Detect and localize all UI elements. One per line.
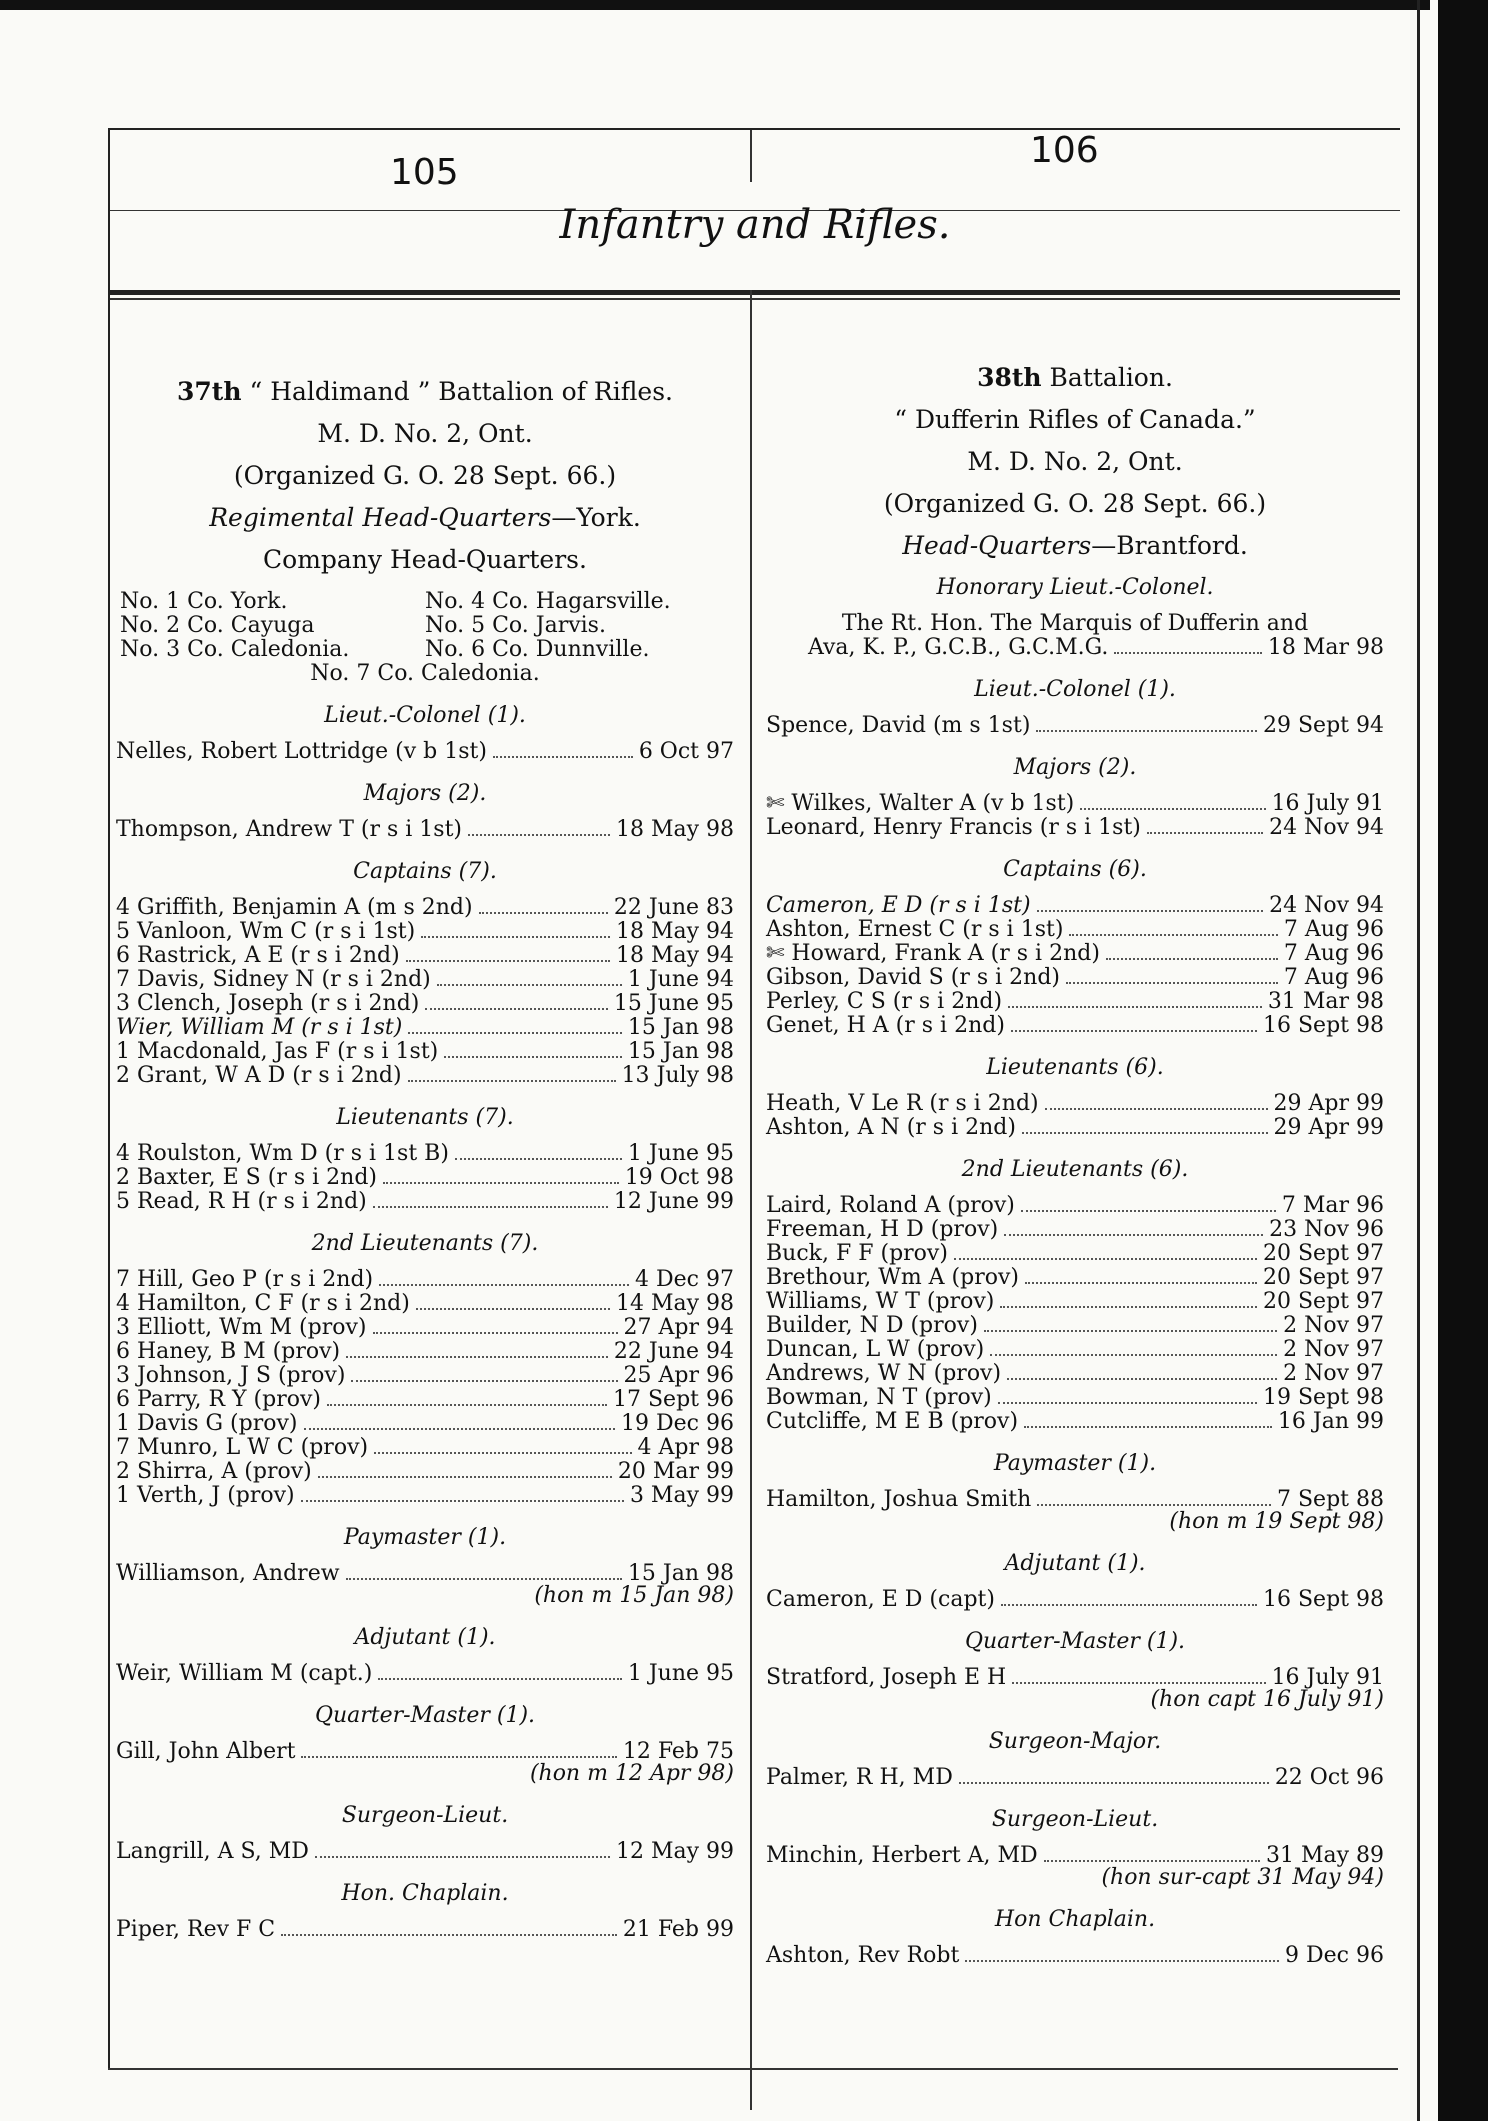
entry-date: 31 May 89 bbox=[1265, 1843, 1384, 1868]
hq-place: —York. bbox=[551, 503, 641, 532]
entry-note: (hon capt 16 July 91) bbox=[1150, 1687, 1384, 1712]
company-list bbox=[110, 590, 740, 662]
roster-entry bbox=[110, 1364, 740, 1388]
entry-date: 7 Aug 96 bbox=[1283, 941, 1384, 966]
roster-entry bbox=[110, 1412, 740, 1436]
leader-dots bbox=[408, 1032, 622, 1034]
roster-entry bbox=[110, 1190, 740, 1214]
roster-entry bbox=[110, 1436, 740, 1460]
leader-dots bbox=[281, 1934, 617, 1936]
roster-entry bbox=[110, 896, 740, 920]
entry-note: (hon m 12 Apr 98) bbox=[529, 1761, 734, 1786]
entry-date: 2 Nov 97 bbox=[1283, 1361, 1384, 1386]
unit-name: “ Haldimand ” Battalion of Rifles. bbox=[249, 377, 673, 406]
entry-date: 7 Mar 96 bbox=[1281, 1193, 1384, 1218]
roster-entry bbox=[110, 1016, 740, 1040]
leader-dots bbox=[959, 1782, 1269, 1784]
section-title: Infantry and Rifles. bbox=[559, 202, 951, 248]
entry-date: 19 Dec 96 bbox=[621, 1411, 734, 1436]
page-number-left: 105 bbox=[390, 152, 459, 193]
leader-dots bbox=[378, 1678, 622, 1680]
entry-name: Brethour, Wm A (prov) bbox=[766, 1265, 1019, 1290]
roster-entry bbox=[110, 1064, 740, 1088]
leader-dots bbox=[421, 936, 610, 938]
section-heading: Majors (2). bbox=[363, 781, 487, 806]
roster-entry bbox=[110, 992, 740, 1016]
entry-name: Ashton, Rev Robt bbox=[766, 1943, 960, 1968]
entry-date: 25 Apr 96 bbox=[623, 1363, 734, 1388]
binding-shadow bbox=[1438, 0, 1488, 2121]
section-heading: Adjutant (1). bbox=[354, 1625, 496, 1650]
entry-date: 2 Nov 97 bbox=[1283, 1337, 1384, 1362]
roster-entry bbox=[110, 1340, 740, 1364]
leader-dots bbox=[437, 984, 622, 986]
organized: (Organized G. O. 28 Sept. 66.) bbox=[883, 489, 1267, 518]
roster-entry bbox=[110, 1292, 740, 1316]
entry-name: Williams, W T (prov) bbox=[766, 1289, 995, 1314]
entry-name: 1 Davis G (prov) bbox=[116, 1411, 298, 1436]
entry-name: 7 Hill, Geo P (r s i 2nd) bbox=[116, 1267, 374, 1292]
page-number-row bbox=[110, 130, 1400, 211]
leader-dots bbox=[1044, 1860, 1260, 1862]
roster-entry bbox=[110, 1840, 740, 1864]
unit-label: Battalion. bbox=[1049, 363, 1173, 392]
leader-dots bbox=[318, 1476, 612, 1478]
leader-dots bbox=[346, 1356, 608, 1358]
entry-name: Genet, H A (r s i 2nd) bbox=[766, 1013, 1005, 1038]
unit-number: 37th bbox=[177, 377, 242, 406]
entry-date: 16 July 91 bbox=[1271, 1665, 1384, 1690]
roster-entry bbox=[110, 1918, 740, 1942]
leader-dots bbox=[1008, 1006, 1262, 1008]
leader-dots bbox=[1011, 1030, 1257, 1032]
entry-name: Gill, John Albert bbox=[116, 1739, 296, 1764]
company-hq-heading: Company Head-Quarters. bbox=[263, 545, 587, 574]
company-col-2 bbox=[425, 590, 730, 662]
entry-name: 4 Griffith, Benjamin A (m s 2nd) bbox=[116, 895, 473, 920]
leader-dots bbox=[379, 1284, 629, 1286]
entry-name: Thompson, Andrew T (r s i 1st) bbox=[116, 817, 463, 842]
entry-name: 4 Hamilton, C F (r s i 2nd) bbox=[116, 1291, 410, 1316]
section-heading: Captains (6). bbox=[1003, 857, 1147, 882]
entry-name: Minchin, Herbert A, MD bbox=[766, 1843, 1038, 1868]
roster-entry bbox=[760, 1218, 1390, 1242]
company-item: No. 7 Co. Caledonia. bbox=[310, 661, 540, 686]
section-heading: Hon Chaplain. bbox=[994, 1907, 1156, 1932]
entry-date: 29 Sept 94 bbox=[1263, 713, 1384, 738]
district: M. D. No. 2, Ont. bbox=[967, 447, 1183, 476]
unit-heading-left bbox=[110, 377, 740, 406]
leader-dots bbox=[1036, 730, 1257, 732]
leader-dots bbox=[1069, 934, 1277, 936]
leader-dots bbox=[1022, 1132, 1268, 1134]
roster-entry bbox=[760, 1410, 1390, 1434]
roster-entry bbox=[760, 1314, 1390, 1338]
entry-note: (hon m 19 Sept 98) bbox=[1169, 1509, 1384, 1534]
roster-entry bbox=[760, 990, 1390, 1014]
leader-dots bbox=[1045, 1108, 1268, 1110]
entry-date: 9 Dec 96 bbox=[1285, 1943, 1384, 1968]
section-heading: Surgeon-Lieut. bbox=[341, 1803, 509, 1828]
roster-entry bbox=[760, 816, 1390, 840]
entry-date: 4 Dec 97 bbox=[635, 1267, 734, 1292]
leader-dots bbox=[327, 1404, 607, 1406]
entry-date: 22 June 83 bbox=[613, 895, 734, 920]
entry-date: 20 Sept 97 bbox=[1263, 1241, 1384, 1266]
entry-date: 16 Sept 98 bbox=[1263, 1587, 1384, 1612]
entry-name: Ashton, A N (r s i 2nd) bbox=[766, 1115, 1016, 1140]
leader-dots bbox=[346, 1578, 622, 1580]
entry-name: Nelles, Robert Lottridge (v b 1st) bbox=[116, 739, 487, 764]
roster-entry bbox=[110, 1460, 740, 1484]
entry-date: 27 Apr 94 bbox=[623, 1315, 734, 1340]
entry-date: 4 Apr 98 bbox=[637, 1435, 734, 1460]
leader-dots bbox=[416, 1308, 610, 1310]
entry-name: Buck, F F (prov) bbox=[766, 1241, 948, 1266]
entry-date: 3 May 99 bbox=[629, 1483, 734, 1508]
entry-name: Gibson, David S (r s i 2nd) bbox=[766, 965, 1060, 990]
entry-name: Builder, N D (prov) bbox=[766, 1313, 978, 1338]
entry-name: Bowman, N T (prov) bbox=[766, 1385, 992, 1410]
leader-dots bbox=[493, 756, 633, 758]
leader-dots bbox=[1114, 652, 1261, 654]
entry-date: 16 Jan 99 bbox=[1277, 1409, 1384, 1434]
entry-name: Hamilton, Joshua Smith bbox=[766, 1487, 1032, 1512]
roster-entry bbox=[760, 942, 1390, 966]
entry-name: Piper, Rev F C bbox=[116, 1917, 276, 1942]
entry-name: Cutcliffe, M E B (prov) bbox=[766, 1409, 1019, 1434]
entry-name: 7 Munro, L W C (prov) bbox=[116, 1435, 369, 1460]
company-item: No. 4 Co. Hagarsville. bbox=[425, 589, 671, 614]
leader-dots bbox=[455, 1158, 622, 1160]
section-heading: Adjutant (1). bbox=[1004, 1551, 1146, 1576]
roster-entry bbox=[760, 894, 1390, 918]
leader-dots bbox=[1007, 1378, 1277, 1380]
entry-date: 23 Nov 96 bbox=[1269, 1217, 1384, 1242]
leader-dots bbox=[373, 1206, 608, 1208]
entry-name: ✄ Howard, Frank A (r s i 2nd) bbox=[766, 941, 1100, 966]
leader-dots bbox=[425, 1008, 607, 1010]
leader-dots bbox=[383, 1182, 619, 1184]
bottom-rule bbox=[108, 2068, 1398, 2070]
page-frame bbox=[108, 128, 1400, 2070]
entry-name: Ava, K. P., G.C.B., G.C.M.G. bbox=[808, 635, 1109, 660]
leader-dots bbox=[1012, 1682, 1265, 1684]
roster-entry bbox=[760, 714, 1390, 738]
section-heading: Quarter-Master (1). bbox=[314, 1703, 536, 1728]
hq bbox=[760, 531, 1390, 560]
leader-dots bbox=[1001, 1604, 1257, 1606]
entry-date: 22 June 94 bbox=[613, 1339, 734, 1364]
roster-entry bbox=[760, 1266, 1390, 1290]
left-column bbox=[110, 320, 740, 1942]
page-number-right: 106 bbox=[1030, 130, 1099, 171]
entry-name: 3 Elliott, Wm M (prov) bbox=[116, 1315, 367, 1340]
entry-note: (hon sur-capt 31 May 94) bbox=[1101, 1865, 1384, 1890]
leader-dots bbox=[1000, 1306, 1257, 1308]
entry-date: 22 Oct 96 bbox=[1274, 1765, 1384, 1790]
leader-dots bbox=[479, 912, 608, 914]
entry-name: Laird, Roland A (prov) bbox=[766, 1193, 1015, 1218]
leader-dots bbox=[1106, 958, 1278, 960]
leader-dots bbox=[351, 1380, 617, 1382]
entry-name: Leonard, Henry Francis (r s i 1st) bbox=[766, 815, 1141, 840]
roster-entry bbox=[110, 1484, 740, 1508]
entry-name: Duncan, L W (prov) bbox=[766, 1337, 985, 1362]
entry-name: Cameron, E D (r s i 1st) bbox=[766, 893, 1031, 918]
entry-date: 1 June 95 bbox=[627, 1141, 734, 1166]
roster-entry bbox=[760, 1116, 1390, 1140]
entry-name: 1 Verth, J (prov) bbox=[116, 1483, 295, 1508]
roster-entry bbox=[110, 1040, 740, 1064]
roster-entry bbox=[760, 918, 1390, 942]
section-heading: 2nd Lieutenants (6). bbox=[961, 1157, 1189, 1182]
company-item: No. 6 Co. Dunnville. bbox=[425, 637, 650, 662]
roster-entry bbox=[760, 1588, 1390, 1612]
section-heading: Hon. Chaplain. bbox=[341, 1881, 509, 1906]
leader-dots bbox=[468, 834, 610, 836]
leader-dots bbox=[1066, 982, 1278, 984]
leader-dots bbox=[373, 1332, 618, 1334]
page-top-edge bbox=[0, 0, 1430, 10]
roster-entry bbox=[760, 1944, 1390, 1968]
entry-name: Langrill, A S, MD bbox=[116, 1839, 309, 1864]
entry-date: 20 Sept 97 bbox=[1263, 1289, 1384, 1314]
entry-name: Cameron, E D (capt) bbox=[766, 1587, 995, 1612]
leader-dots bbox=[301, 1756, 616, 1758]
roster-entry bbox=[760, 1194, 1390, 1218]
company-item: No. 2 Co. Cayuga bbox=[120, 613, 315, 638]
leader-dots bbox=[1025, 1282, 1257, 1284]
entry-name: ✄ Wilkes, Walter A (v b 1st) bbox=[766, 791, 1075, 816]
roster-entry bbox=[110, 818, 740, 842]
entry-date: 18 Mar 98 bbox=[1267, 635, 1384, 660]
entry-date: 18 May 94 bbox=[615, 943, 734, 968]
section-heading: Surgeon-Lieut. bbox=[991, 1807, 1159, 1832]
roster-entry bbox=[110, 920, 740, 944]
section-heading: Lieut.-Colonel (1). bbox=[974, 677, 1176, 702]
section-heading: Lieut.-Colonel (1). bbox=[324, 703, 526, 728]
leader-dots bbox=[315, 1856, 610, 1858]
entry-name: Palmer, R H, MD bbox=[766, 1765, 953, 1790]
leader-dots bbox=[998, 1402, 1257, 1404]
roster-entry bbox=[760, 1092, 1390, 1116]
title-rule-thick bbox=[110, 290, 1400, 295]
roster-entry bbox=[760, 1386, 1390, 1410]
entry-date: 7 Aug 96 bbox=[1283, 965, 1384, 990]
leader-dots bbox=[990, 1354, 1277, 1356]
entry-note: (hon m 15 Jan 98) bbox=[534, 1583, 734, 1608]
roster-entry bbox=[110, 968, 740, 992]
entry-name: Stratford, Joseph E H bbox=[766, 1665, 1007, 1690]
company-item: No. 3 Co. Caledonia. bbox=[120, 637, 350, 662]
entry-date: 14 May 98 bbox=[615, 1291, 734, 1316]
entry-date: 13 July 98 bbox=[621, 1063, 734, 1088]
entry-date: 1 June 95 bbox=[627, 1661, 734, 1686]
entry-name: 2 Shirra, A (prov) bbox=[116, 1459, 312, 1484]
roster-entry bbox=[760, 1766, 1390, 1790]
roster-entry bbox=[110, 1142, 740, 1166]
entry-date: 18 May 98 bbox=[615, 817, 734, 842]
entry-date: 19 Sept 98 bbox=[1263, 1385, 1384, 1410]
leader-dots bbox=[954, 1258, 1257, 1260]
entry-date: 21 Feb 99 bbox=[622, 1917, 734, 1942]
entry-name: 5 Read, R H (r s i 2nd) bbox=[116, 1189, 367, 1214]
entry-date: 17 Sept 96 bbox=[613, 1387, 734, 1412]
entry-date: 12 Feb 75 bbox=[622, 1739, 734, 1764]
section-heading: Paymaster (1). bbox=[343, 1525, 507, 1550]
company-item: No. 1 Co. York. bbox=[120, 589, 288, 614]
right-column bbox=[760, 320, 1390, 1968]
leader-dots bbox=[1037, 910, 1264, 912]
roster-entry bbox=[110, 740, 740, 764]
entry-date: 24 Nov 94 bbox=[1269, 815, 1384, 840]
roster-entry bbox=[110, 1268, 740, 1292]
roster-entry bbox=[110, 1166, 740, 1190]
roster-entry bbox=[110, 1316, 740, 1340]
leader-dots bbox=[406, 960, 610, 962]
entry-name: 2 Grant, W A D (r s i 2nd) bbox=[116, 1063, 402, 1088]
company-col-1 bbox=[120, 590, 425, 662]
entry-date: 12 June 99 bbox=[613, 1189, 734, 1214]
leader-dots bbox=[1004, 1234, 1263, 1236]
roster-entry bbox=[760, 1290, 1390, 1314]
entry-date: 15 Jan 98 bbox=[627, 1561, 734, 1586]
entry-date: 29 Apr 99 bbox=[1273, 1091, 1384, 1116]
entry-date: 31 Mar 98 bbox=[1267, 989, 1384, 1014]
roster-entry bbox=[760, 792, 1390, 816]
entry-name: Weir, William M (capt.) bbox=[116, 1661, 373, 1686]
roster-entry bbox=[110, 1662, 740, 1686]
leader-dots bbox=[444, 1056, 622, 1058]
title-rule-thin bbox=[110, 298, 1400, 300]
section-heading: Surgeon-Major. bbox=[988, 1729, 1162, 1754]
section-heading: Paymaster (1). bbox=[993, 1451, 1157, 1476]
entry-name: 4 Roulston, Wm D (r s i 1st B) bbox=[116, 1141, 449, 1166]
entry-date: 7 Aug 96 bbox=[1283, 917, 1384, 942]
unit-name: “ Dufferin Rifles of Canada.” bbox=[894, 405, 1256, 434]
leader-dots bbox=[1080, 808, 1265, 810]
leader-dots bbox=[408, 1080, 616, 1082]
entry-date: 18 May 94 bbox=[615, 919, 734, 944]
roster-entry bbox=[110, 1388, 740, 1412]
entry-name: Ashton, Ernest C (r s i 1st) bbox=[766, 917, 1064, 942]
hq-place: —Brantford. bbox=[1091, 531, 1248, 560]
entry-date: 12 May 99 bbox=[615, 1839, 734, 1864]
organized: (Organized G. O. 28 Sept. 66.) bbox=[233, 461, 617, 490]
entry-name: Heath, V Le R (r s i 2nd) bbox=[766, 1091, 1039, 1116]
entry-name: Williamson, Andrew bbox=[116, 1561, 340, 1586]
entry-name: Wier, William M (r s i 1st) bbox=[116, 1015, 403, 1040]
entry-date: 1 June 94 bbox=[627, 967, 734, 992]
entry-name: 6 Rastrick, A E (r s i 2nd) bbox=[116, 943, 400, 968]
hq-label: Regimental Head-Quarters bbox=[209, 503, 552, 532]
entry-date: 7 Sept 88 bbox=[1277, 1487, 1384, 1512]
leader-dots bbox=[1021, 1210, 1276, 1212]
entry-name: 3 Johnson, J S (prov) bbox=[116, 1363, 346, 1388]
column-divider bbox=[750, 290, 752, 2110]
company-item: No. 5 Co. Jarvis. bbox=[425, 613, 606, 638]
roster-entry bbox=[110, 944, 740, 968]
entry-date: 15 Jan 98 bbox=[627, 1015, 734, 1040]
roster-entry bbox=[760, 1014, 1390, 1038]
entry-name: Perley, C S (r s i 2nd) bbox=[766, 989, 1003, 1014]
roster-entry bbox=[760, 1338, 1390, 1362]
leader-dots bbox=[984, 1330, 1277, 1332]
entry-name: 5 Vanloon, Wm C (r s i 1st) bbox=[116, 919, 416, 944]
entry-date: 20 Mar 99 bbox=[617, 1459, 734, 1484]
section-heading: Majors (2). bbox=[1013, 755, 1137, 780]
leader-dots bbox=[965, 1960, 1279, 1962]
entry-date: 15 Jan 98 bbox=[627, 1039, 734, 1064]
hq-label: Head-Quarters bbox=[902, 531, 1092, 560]
entry-date: 29 Apr 99 bbox=[1273, 1115, 1384, 1140]
header-divider bbox=[750, 130, 752, 182]
entry-date: 16 July 91 bbox=[1271, 791, 1384, 816]
leader-dots bbox=[1147, 832, 1263, 834]
unit-number: 38th bbox=[977, 363, 1042, 392]
entry-name: 2 Baxter, E S (r s i 2nd) bbox=[116, 1165, 377, 1190]
entry-date: 15 June 95 bbox=[613, 991, 734, 1016]
section-heading: Captains (7). bbox=[353, 859, 497, 884]
entry-date: 19 Oct 98 bbox=[624, 1165, 734, 1190]
entry-name: Spence, David (m s 1st) bbox=[766, 713, 1031, 738]
section-heading: Lieutenants (6). bbox=[986, 1055, 1164, 1080]
regimental-hq bbox=[110, 503, 740, 532]
district: M. D. No. 2, Ont. bbox=[317, 419, 533, 448]
entry-date: 2 Nov 97 bbox=[1283, 1313, 1384, 1338]
entry-name: 6 Parry, R Y (prov) bbox=[116, 1387, 321, 1412]
entry-name: Freeman, H D (prov) bbox=[766, 1217, 999, 1242]
section-heading: 2nd Lieutenants (7). bbox=[311, 1231, 539, 1256]
entry-date: 20 Sept 97 bbox=[1263, 1265, 1384, 1290]
entry-date: 16 Sept 98 bbox=[1263, 1013, 1384, 1038]
entry-name: Andrews, W N (prov) bbox=[766, 1361, 1002, 1386]
entry-date: 24 Nov 94 bbox=[1269, 893, 1384, 918]
leader-dots bbox=[1024, 1426, 1272, 1428]
entry-date: 6 Oct 97 bbox=[638, 739, 734, 764]
section-heading: Quarter-Master (1). bbox=[964, 1629, 1186, 1654]
hon-lt-col-line1: The Rt. Hon. The Marquis of Dufferin and bbox=[841, 611, 1309, 636]
leader-dots bbox=[374, 1452, 631, 1454]
section-heading: Honorary Lieut.-Colonel. bbox=[936, 575, 1214, 600]
entry-name: 6 Haney, B M (prov) bbox=[116, 1339, 341, 1364]
section-heading: Lieutenants (7). bbox=[336, 1105, 514, 1130]
leader-dots bbox=[1037, 1504, 1271, 1506]
unit-heading-right bbox=[760, 363, 1390, 392]
binding-line bbox=[1417, 0, 1420, 2121]
roster-entry bbox=[760, 1242, 1390, 1266]
roster-entry bbox=[760, 636, 1390, 660]
leader-dots bbox=[304, 1428, 616, 1430]
roster-entry bbox=[760, 966, 1390, 990]
leader-dots bbox=[301, 1500, 624, 1502]
entry-name: 1 Macdonald, Jas F (r s i 1st) bbox=[116, 1039, 439, 1064]
roster-entry bbox=[760, 1362, 1390, 1386]
entry-name: 3 Clench, Joseph (r s i 2nd) bbox=[116, 991, 420, 1016]
entry-name: 7 Davis, Sidney N (r s i 2nd) bbox=[116, 967, 431, 992]
